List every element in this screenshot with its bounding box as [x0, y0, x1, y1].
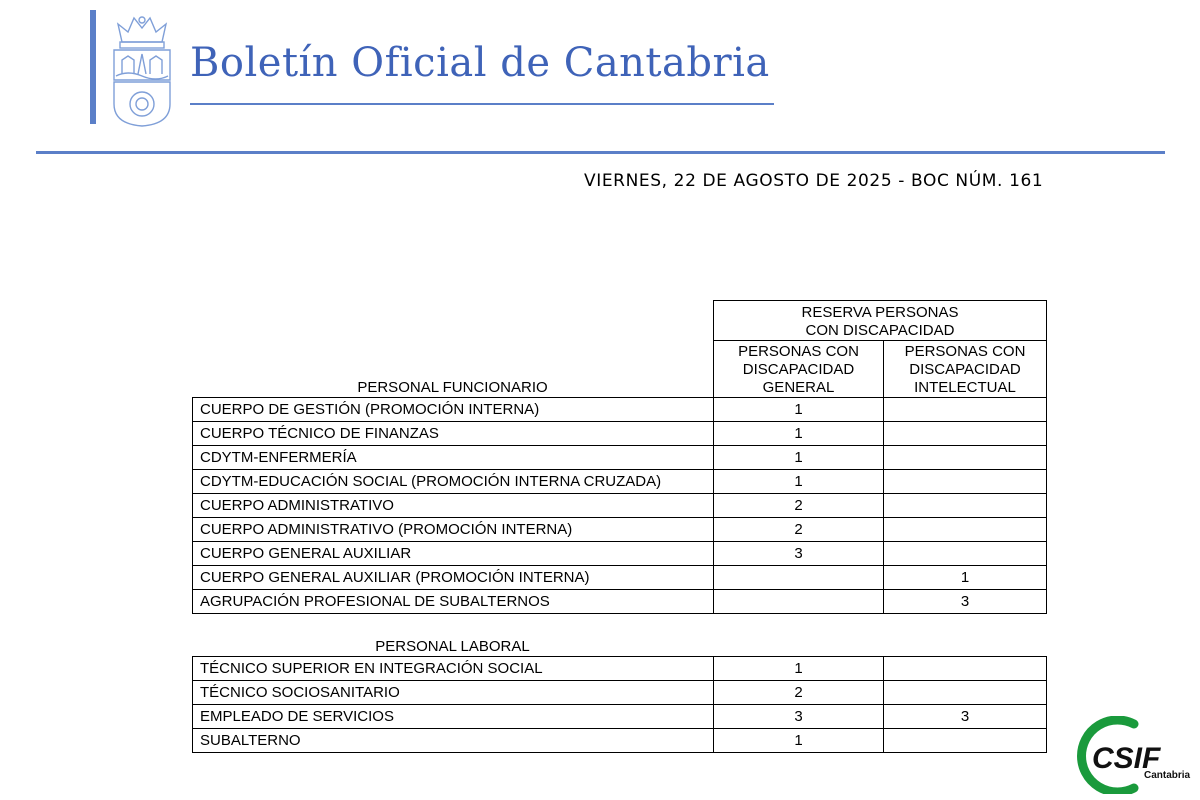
row-general-cell: 1 [713, 656, 884, 681]
row-intelectual-cell [883, 397, 1047, 422]
row-name-cell: CUERPO ADMINISTRATIVO (PROMOCIÓN INTERNA) [192, 517, 714, 542]
row-general-cell: 2 [713, 680, 884, 705]
row-name-cell: CUERPO ADMINISTRATIVO [192, 493, 714, 518]
row-general-cell [713, 565, 884, 590]
column-header-line: PERSONAS CON [738, 343, 859, 360]
row-name-cell: EMPLEADO DE SERVICIOS [192, 704, 714, 729]
row-name-cell: CUERPO DE GESTIÓN (PROMOCIÓN INTERNA) [192, 397, 714, 422]
page-title: Boletín Oficial de Cantabria [190, 40, 770, 86]
column-header-intelectual [883, 340, 1047, 398]
reserve-group-header [713, 300, 1047, 341]
row-intelectual-cell [883, 421, 1047, 446]
row-intelectual-cell [883, 445, 1047, 470]
row-general-cell: 2 [713, 517, 884, 542]
issue-date-line: VIERNES, 22 DE AGOSTO DE 2025 - BOC NÚM. 161 [584, 171, 1044, 191]
title-underline [190, 103, 774, 105]
row-name-cell: CUERPO GENERAL AUXILIAR (PROMOCIÓN INTERNA) [192, 565, 714, 590]
row-intelectual-cell [883, 680, 1047, 705]
header-divider [36, 151, 1165, 154]
row-name-cell: CDYTM-ENFERMERÍA [192, 445, 714, 470]
row-name-cell: AGRUPACIÓN PROFESIONAL DE SUBALTERNOS [192, 589, 714, 614]
csif-logo-brand: CSIF [1092, 742, 1161, 775]
cantabria-crest-icon [108, 12, 176, 127]
column-header-line: DISCAPACIDAD [742, 361, 855, 378]
row-general-cell: 3 [713, 541, 884, 566]
row-general-cell [713, 589, 884, 614]
row-intelectual-cell: 3 [883, 589, 1047, 614]
section-label-laboral: PERSONAL LABORAL [375, 638, 530, 655]
row-intelectual-cell: 3 [883, 704, 1047, 729]
section-label-funcionario: PERSONAL FUNCIONARIO [357, 379, 548, 396]
row-intelectual-cell [883, 728, 1047, 753]
row-general-cell: 1 [713, 445, 884, 470]
row-intelectual-cell [883, 469, 1047, 494]
row-general-cell: 2 [713, 493, 884, 518]
row-name-cell: CUERPO GENERAL AUXILIAR [192, 541, 714, 566]
reserve-group-header-line: CON DISCAPACIDAD [805, 322, 955, 339]
column-header-line: INTELECTUAL [914, 379, 1016, 396]
column-header-general [713, 340, 884, 398]
row-intelectual-cell: 1 [883, 565, 1047, 590]
column-header-line: DISCAPACIDAD [909, 361, 1021, 378]
row-intelectual-cell [883, 541, 1047, 566]
row-general-cell: 1 [713, 421, 884, 446]
row-name-cell: CDYTM-EDUCACIÓN SOCIAL (PROMOCIÓN INTERNA CRUZADA) [192, 469, 714, 494]
reserve-group-header-line: RESERVA PERSONAS [801, 304, 959, 321]
column-header-line: GENERAL [762, 379, 835, 396]
row-general-cell: 1 [713, 469, 884, 494]
row-general-cell: 1 [713, 728, 884, 753]
row-name-cell: TÉCNICO SOCIOSANITARIO [192, 680, 714, 705]
row-name-cell: TÉCNICO SUPERIOR EN INTEGRACIÓN SOCIAL [192, 656, 714, 681]
row-general-cell: 1 [713, 397, 884, 422]
row-name-cell: SUBALTERNO [192, 728, 714, 753]
column-header-line: PERSONAS CON [904, 343, 1026, 360]
row-general-cell: 3 [713, 704, 884, 729]
row-intelectual-cell [883, 656, 1047, 681]
row-name-cell: CUERPO TÉCNICO DE FINANZAS [192, 421, 714, 446]
csif-logo-region: Cantabria [1144, 770, 1191, 781]
header-accent-bar [90, 10, 96, 124]
row-intelectual-cell [883, 493, 1047, 518]
row-intelectual-cell [883, 517, 1047, 542]
csif-logo [1072, 716, 1194, 794]
